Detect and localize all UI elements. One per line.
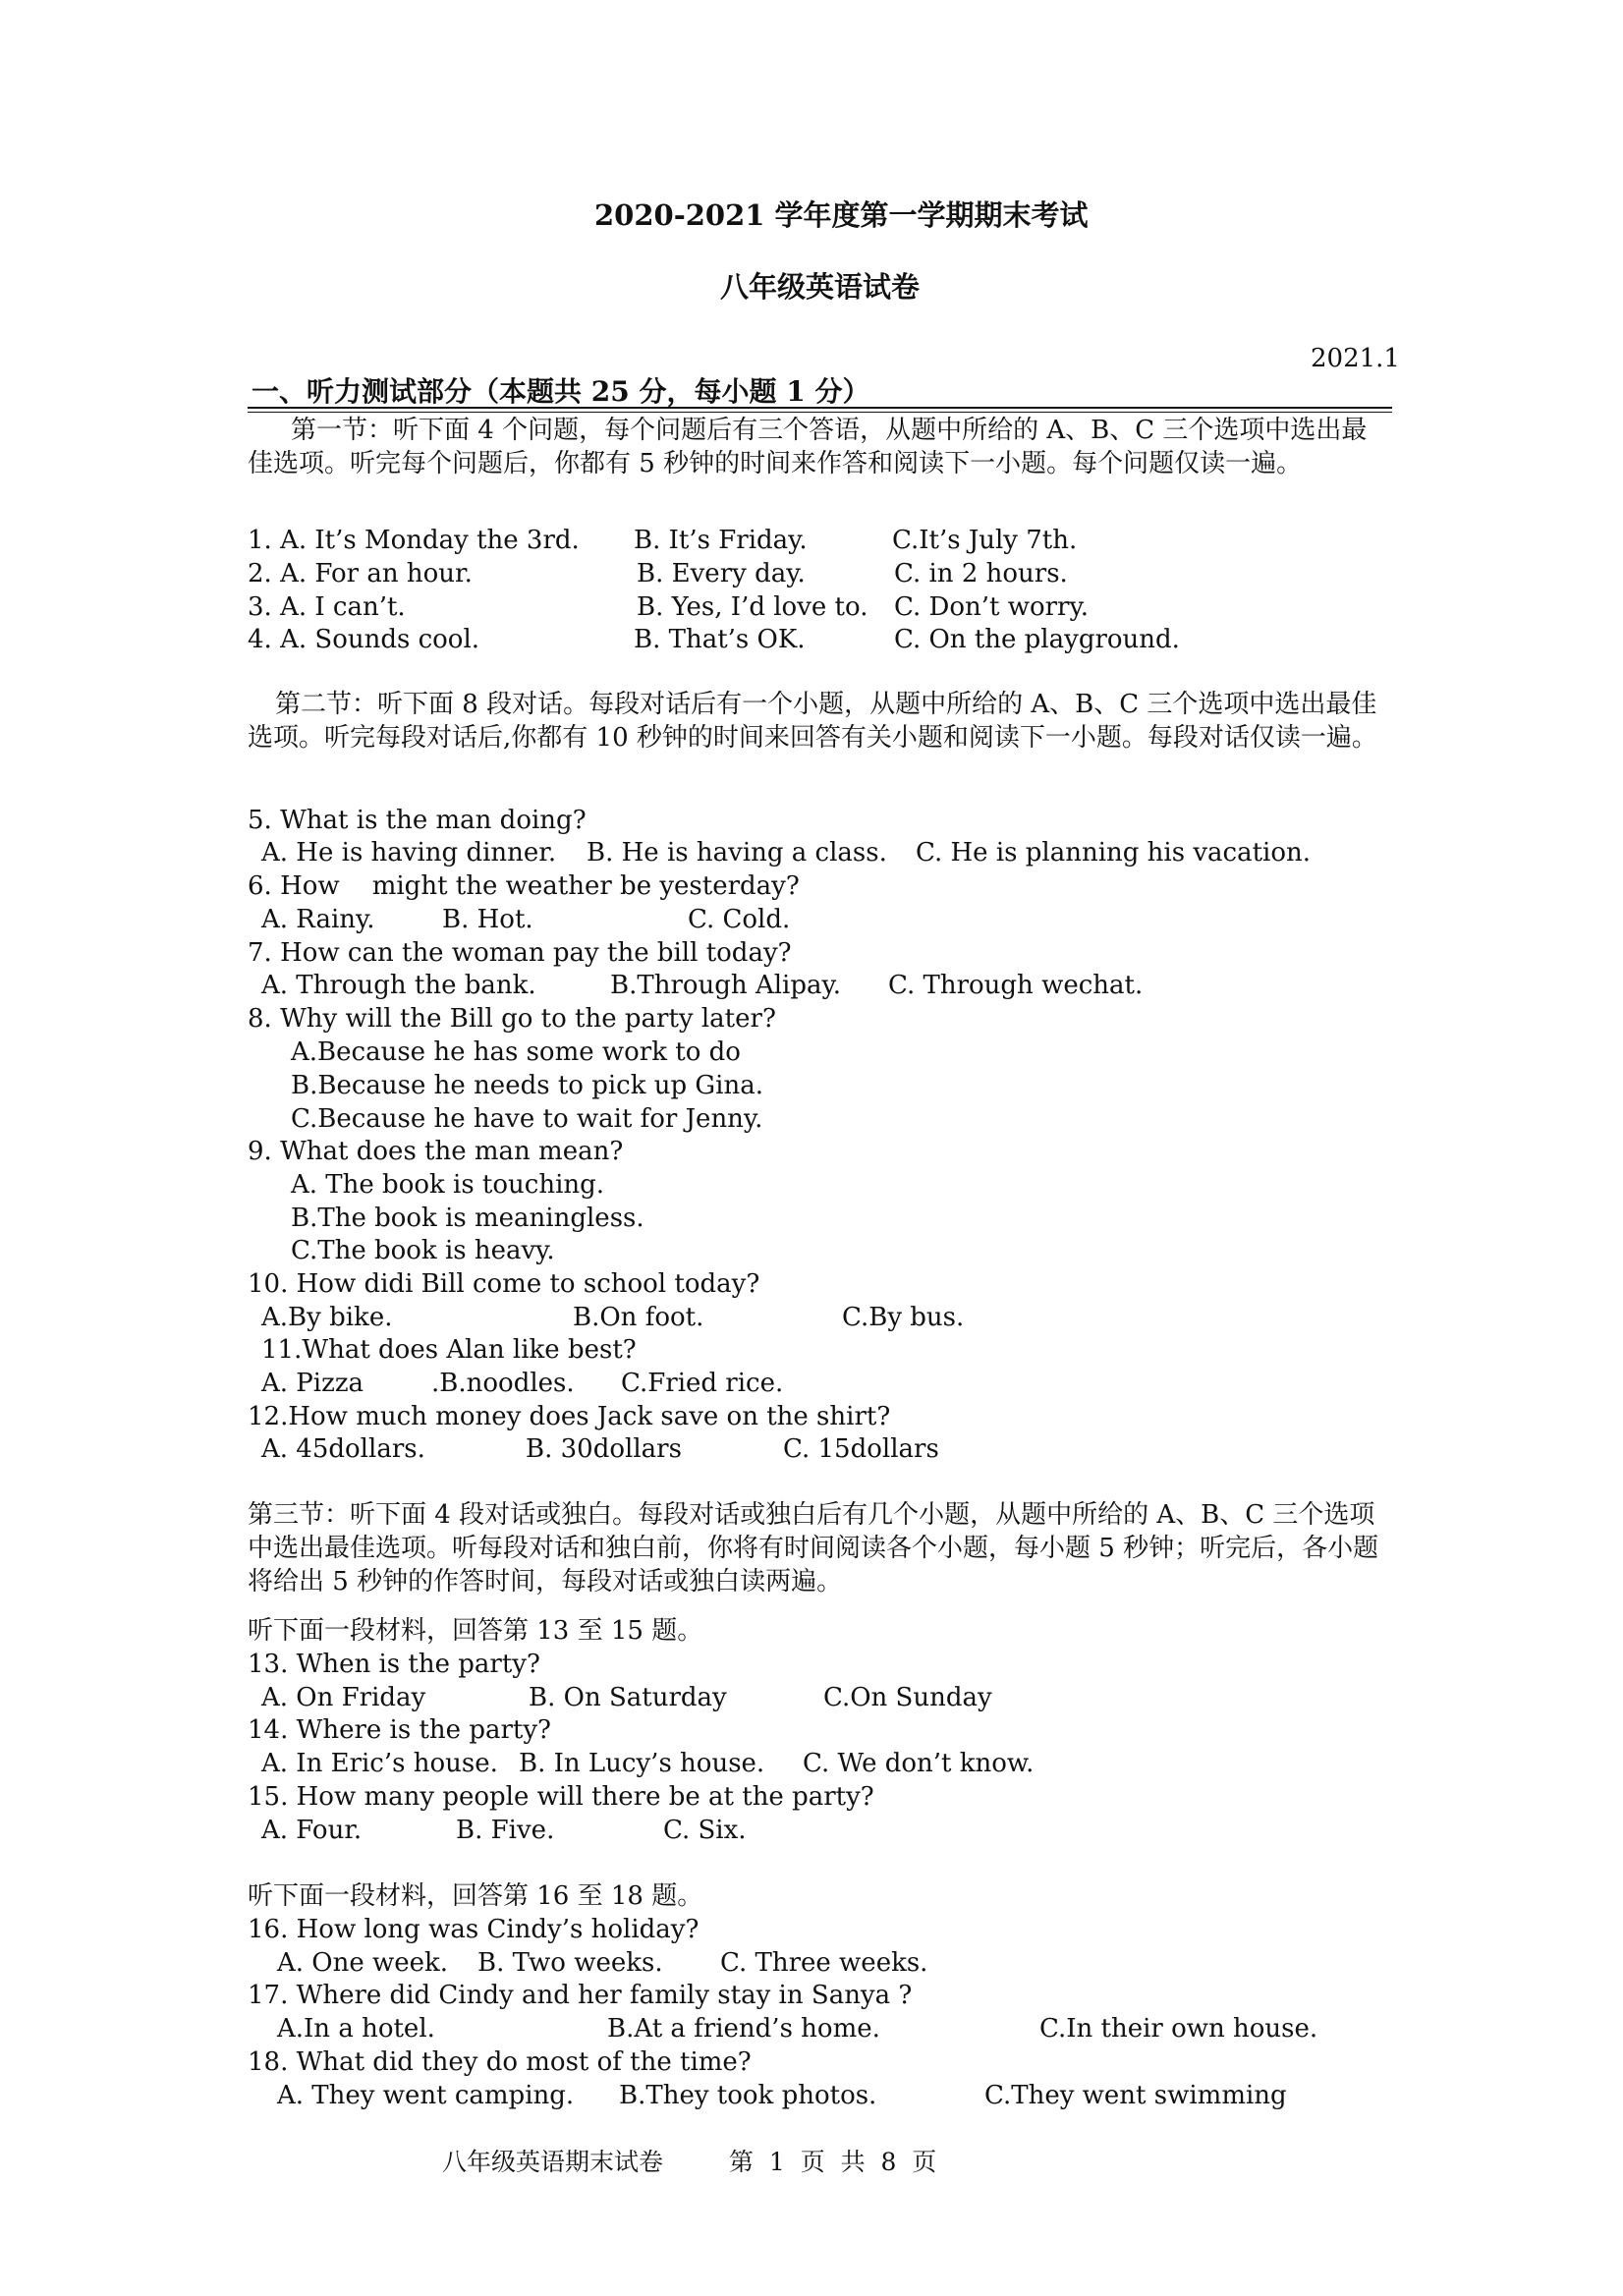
q11-option-a: A. Pizza xyxy=(261,1369,364,1398)
q15-option-b: B. Five. xyxy=(456,1816,555,1845)
q14-option-a: A. In Eric’s house. xyxy=(261,1749,498,1778)
q17-option-a: A.In a hotel. xyxy=(277,2014,435,2044)
q14-question: 14. Where is the party? xyxy=(248,1715,551,1745)
footer-title: 八年级英语期末试卷 xyxy=(442,2148,664,2176)
exam-date: 2021.1 xyxy=(1311,344,1400,373)
q7-option-a: A. Through the bank. xyxy=(261,971,536,1000)
q13-option-b: B. On Saturday xyxy=(529,1683,727,1712)
section-rule-top xyxy=(248,407,1392,409)
q5-option-b: B. He is having a class. xyxy=(587,838,887,868)
q2-option-a: 2. A. For an hour. xyxy=(248,559,473,588)
q8-option-a: A.Because he has some work to do xyxy=(291,1037,741,1067)
q10-option-c: C.By bus. xyxy=(842,1303,965,1332)
q17-option-b: B.At a friend’s home. xyxy=(607,2014,880,2044)
q14-option-c: C. We don’t know. xyxy=(803,1749,1035,1778)
q7-option-b: B.Through Alipay. xyxy=(610,971,841,1000)
q9-option-c: C.The book is heavy. xyxy=(291,1236,555,1265)
section-heading: 一、听力测试部分（本题共 25 分，每小题 1 分） xyxy=(252,375,870,408)
q2-option-c: C. in 2 hours. xyxy=(894,559,1068,588)
material1-note: 听下面一段材料，回答第 13 至 15 题。 xyxy=(248,1616,703,1646)
q5-question: 5. What is the man doing? xyxy=(248,806,587,835)
exam-subtitle: 八年级英语试卷 xyxy=(720,270,921,304)
q9-question: 9. What does the man mean? xyxy=(248,1137,624,1166)
exam-title: 2020-2021 学年度第一学期期末考试 xyxy=(594,198,1089,232)
q3-option-b: B. Yes, I’d love to. xyxy=(637,592,868,622)
q10-option-a: A.By bike. xyxy=(261,1303,393,1332)
q5-option-a: A. He is having dinner. xyxy=(261,838,557,868)
q16-option-a: A. One week. xyxy=(277,1948,449,1978)
q8-question: 8. Why will the Bill go to the party later? xyxy=(248,1004,776,1034)
part3-instruction: 第三节：听下面 4 段对话或独白。每段对话或独白后有几个小题，从题中所给的 A、B、C 三个选项中选出最佳选项。听每段对话和独白前，你将有时间阅读各个小题，每小题 5 秒钟；听完后，各小题将给出 5 秒钟的作答时间，每段对话或独白读两遍。 xyxy=(248,1500,1379,1596)
q1-option-c: C.It’s July 7th. xyxy=(892,526,1078,555)
q18-question: 18. What did they do most of the time? xyxy=(248,2047,752,2077)
q16-option-c: C. Three weeks. xyxy=(720,1948,928,1978)
q12-option-a: A. 45dollars. xyxy=(261,1434,425,1464)
q13-option-a: A. On Friday xyxy=(261,1683,426,1712)
q18-option-b: B.They took photos. xyxy=(619,2081,877,2110)
q12-question: 12.How much money does Jack save on the shirt? xyxy=(248,1402,891,1431)
q2-option-b: B. Every day. xyxy=(637,559,806,588)
q17-option-c: C.In their own house. xyxy=(1039,2014,1318,2044)
q11-question: 11.What does Alan like best? xyxy=(261,1335,637,1365)
part2-instruction: 第二节：听下面 8 段对话。每段对话后有一个小题，从题中所给的 A、B、C 三个选项中选出最佳选项。听完每段对话后,你都有 10 秒钟的时间来回答有关小题和阅读下一小题。每段对话仅读一遍。 xyxy=(248,690,1377,753)
q5-option-c: C. He is planning his vacation. xyxy=(916,838,1312,868)
q16-question: 16. How long was Cindy’s holiday? xyxy=(248,1915,700,1944)
q4-option-c: C. On the playground. xyxy=(894,625,1180,654)
q18-option-c: C.They went swimming xyxy=(984,2081,1287,2110)
q15-option-c: C. Six. xyxy=(663,1816,747,1845)
q10-question: 10. How didi Bill come to school today? xyxy=(248,1269,760,1299)
q7-option-c: C. Through wechat. xyxy=(888,971,1144,1000)
q1-option-b: B. It’s Friday. xyxy=(634,526,808,555)
q13-question: 13. When is the party? xyxy=(248,1650,540,1679)
q8-option-b: B.Because he needs to pick up Gina. xyxy=(291,1071,763,1100)
q1-option-a: 1. A. It’s Monday the 3rd. xyxy=(248,526,580,555)
section-rule-bottom xyxy=(248,412,1392,413)
q12-option-c: C. 15dollars xyxy=(783,1434,939,1464)
q3-option-a: 3. A. I can’t. xyxy=(248,592,406,622)
q6-option-b: B. Hot. xyxy=(442,905,533,934)
q6-option-a: A. Rainy. xyxy=(261,905,375,934)
q8-option-c: C.Because he have to wait for Jenny. xyxy=(291,1104,763,1134)
q15-question: 15. How many people will there be at the party? xyxy=(248,1782,874,1812)
q9-option-b: B.The book is meaningless. xyxy=(291,1204,644,1233)
q6-question: 6. How might the weather be yesterday? xyxy=(248,871,800,901)
q4-option-b: B. That’s OK. xyxy=(634,625,806,654)
q9-option-a: A. The book is touching. xyxy=(291,1170,605,1200)
q11-option-c: C.Fried rice. xyxy=(621,1369,784,1398)
part1-instruction: 第一节：听下面 4 个问题，每个问题后有三个答语，从题中所给的 A、B、C 三个选项中选出最佳选项。听完每个问题后，你都有 5 秒钟的时间来作答和阅读下一小题。每个问题仅读一遍。 xyxy=(248,416,1368,478)
material2-note: 听下面一段材料，回答第 16 至 18 题。 xyxy=(248,1881,703,1911)
q7-question: 7. How can the woman pay the bill today? xyxy=(248,938,792,968)
q6-option-c: C. Cold. xyxy=(688,905,791,934)
q13-option-c: C.On Sunday xyxy=(823,1683,992,1712)
q3-option-c: C. Don’t worry. xyxy=(894,592,1089,622)
q10-option-b: B.On foot. xyxy=(573,1303,704,1332)
q16-option-b: B. Two weeks. xyxy=(477,1948,663,1978)
q15-option-a: A. Four. xyxy=(261,1816,363,1845)
q12-option-b: B. 30dollars xyxy=(526,1434,682,1464)
q4-option-a: 4. A. Sounds cool. xyxy=(248,625,480,654)
q14-option-b: B. In Lucy’s house. xyxy=(519,1749,765,1778)
q17-question: 17. Where did Cindy and her family stay in Sanya ? xyxy=(248,1981,913,2010)
q11-option-b: .B.noodles. xyxy=(431,1369,575,1398)
q18-option-a: A. They went camping. xyxy=(277,2081,575,2110)
footer-page-number: 第 1 页 共 8 页 xyxy=(729,2148,937,2176)
